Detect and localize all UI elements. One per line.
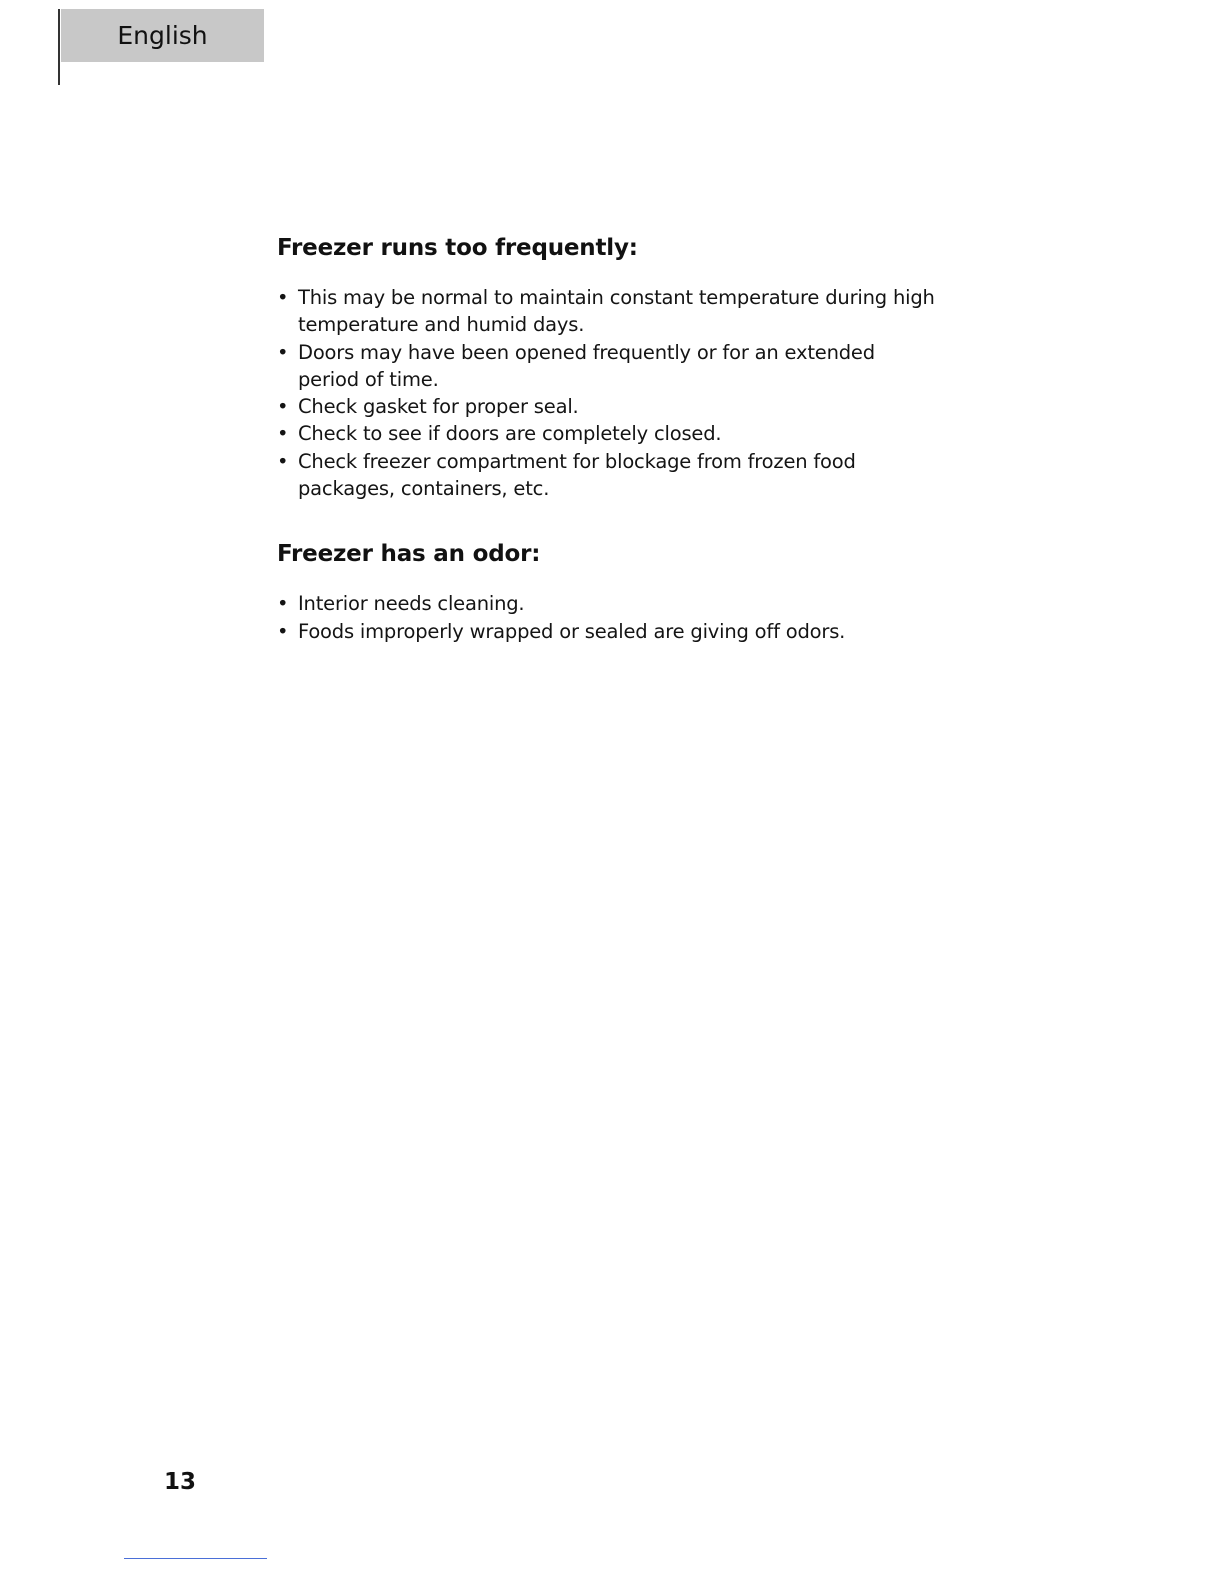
troubleshooting-content	[277, 232, 937, 681]
bullet-list	[277, 284, 937, 502]
list-item: • Check to see if doors are completely closed.	[277, 420, 937, 447]
bullet-list	[277, 590, 937, 645]
list-item: • Doors may have been opened frequently or for an extended period of time.	[277, 339, 937, 394]
list-item: • Foods improperly wrapped or sealed are giving off odors.	[277, 618, 937, 645]
page-number: 13	[164, 1469, 197, 1495]
list-item: • Check gasket for proper seal.	[277, 393, 937, 420]
list-item: • This may be normal to maintain constant temperature during high temperature and humid days.	[277, 284, 937, 339]
list-item: • Interior needs cleaning.	[277, 590, 937, 617]
section-title: Freezer runs too frequently:	[277, 235, 638, 261]
section-title: Freezer has an odor:	[277, 541, 541, 568]
section-freezer-runs-frequently	[277, 232, 937, 502]
section-freezer-odor	[277, 538, 937, 645]
language-tab-label: English	[117, 21, 208, 50]
language-tab-rule	[58, 9, 60, 85]
list-item: • Check freezer compartment for blockage from frozen food packages, containers, etc.	[277, 448, 937, 503]
language-tab	[61, 9, 264, 62]
bottom-rule	[124, 1558, 267, 1559]
